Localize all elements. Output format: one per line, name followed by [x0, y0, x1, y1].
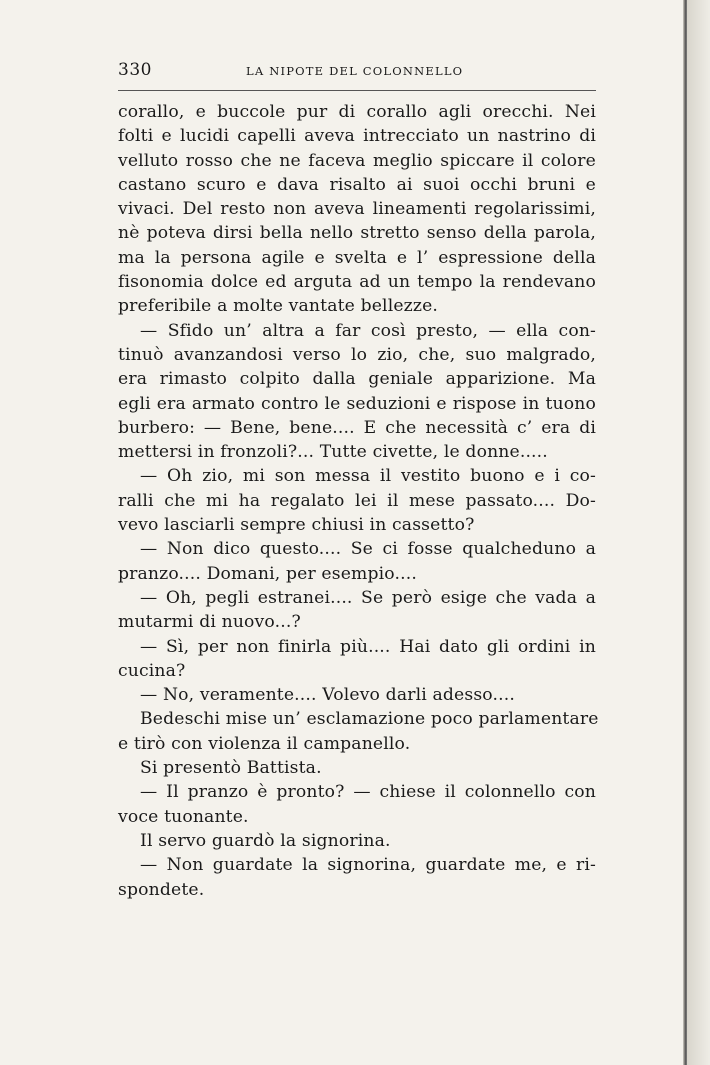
page-gutter-shadow [687, 0, 710, 1065]
text-line: egli era armato contro le seduzioni e rispose in tuono [118, 393, 596, 414]
text-line: mettersi in fronzoli?... Tutte civette, le donne..... [118, 442, 548, 463]
text-line: preferibile a molte vantate bellezze. [118, 296, 439, 317]
text-line: era rimasto colpito dalla geniale apparizione. Ma [118, 369, 596, 390]
text-line: spondete. [118, 879, 205, 900]
body-text [118, 100, 599, 902]
text-line: — Non dico questo.... Se ci fosse qualcheduno a [140, 539, 596, 560]
text-line: mutarmi di nuovo...? [118, 612, 301, 633]
text-line: vivaci. Del resto non aveva lineamenti regolarissimi, [118, 199, 596, 220]
text-line: Il servo guardò la signorina. [140, 830, 391, 851]
header-rule [118, 90, 596, 91]
text-line: — No, veramente.... Volevo darli adesso.... [140, 685, 515, 706]
text-line: castano scuro e dava risalto ai suoi occhi bruni e [118, 174, 596, 195]
text-line: vevo lasciarli sempre chiusi in cassetto? [118, 515, 475, 536]
text-line: corallo, e buccole pur di corallo agli orecchi. Nei [118, 102, 596, 122]
page-header [118, 60, 596, 82]
text-line: — Sfido un’ altra a far così presto, — ella con- [140, 320, 596, 341]
text-line: — Sì, per non finirla più.... Hai dato gli ordini in [140, 636, 596, 657]
text-line: tinuò avanzandosi verso lo zio, che, suo malgrado, [118, 344, 596, 365]
text-line: — Oh, pegli estranei.... Se però esige che vada a [140, 587, 596, 608]
text-line: folti e lucidi capelli aveva intrecciato un nastrino di [118, 126, 596, 147]
text-line: — Il pranzo è pronto? — chiese il colonnello con [140, 782, 596, 803]
text-line: velluto rosso che ne faceva meglio spiccare il colore [118, 150, 596, 171]
text-line: — Oh zio, mi son messa il vestito buono e i co- [140, 466, 596, 487]
text-line: Si presentò Battista. [140, 758, 322, 779]
text-line: e tirò con violenza il campanello. [118, 733, 411, 754]
text-line: cucina? [118, 660, 186, 681]
text-line: nè poteva dirsi bella nello stretto senso della parola, [118, 223, 596, 244]
text-line: Bedeschi mise un’ esclamazione poco parlamentare [140, 709, 599, 730]
text-line: fisonomia dolce ed arguta ad un tempo la rendevano [118, 272, 596, 293]
running-title: LA NIPOTE DEL COLONNELLO [246, 64, 464, 78]
text-line: voce tuonante. [118, 806, 249, 827]
text-line: — Non guardate la signorina, guardate me, e ri- [140, 855, 596, 876]
text-line: ralli che mi ha regalato lei il mese passato.... Do- [118, 490, 596, 511]
text-line: pranzo.... Domani, per esempio.... [118, 563, 417, 584]
page-number: 330 [118, 60, 152, 80]
text-line: burbero: — Bene, bene.... E che necessità c’ era di [118, 417, 596, 438]
text-line: ma la persona agile e svelta e l’ espressione della [118, 247, 596, 268]
